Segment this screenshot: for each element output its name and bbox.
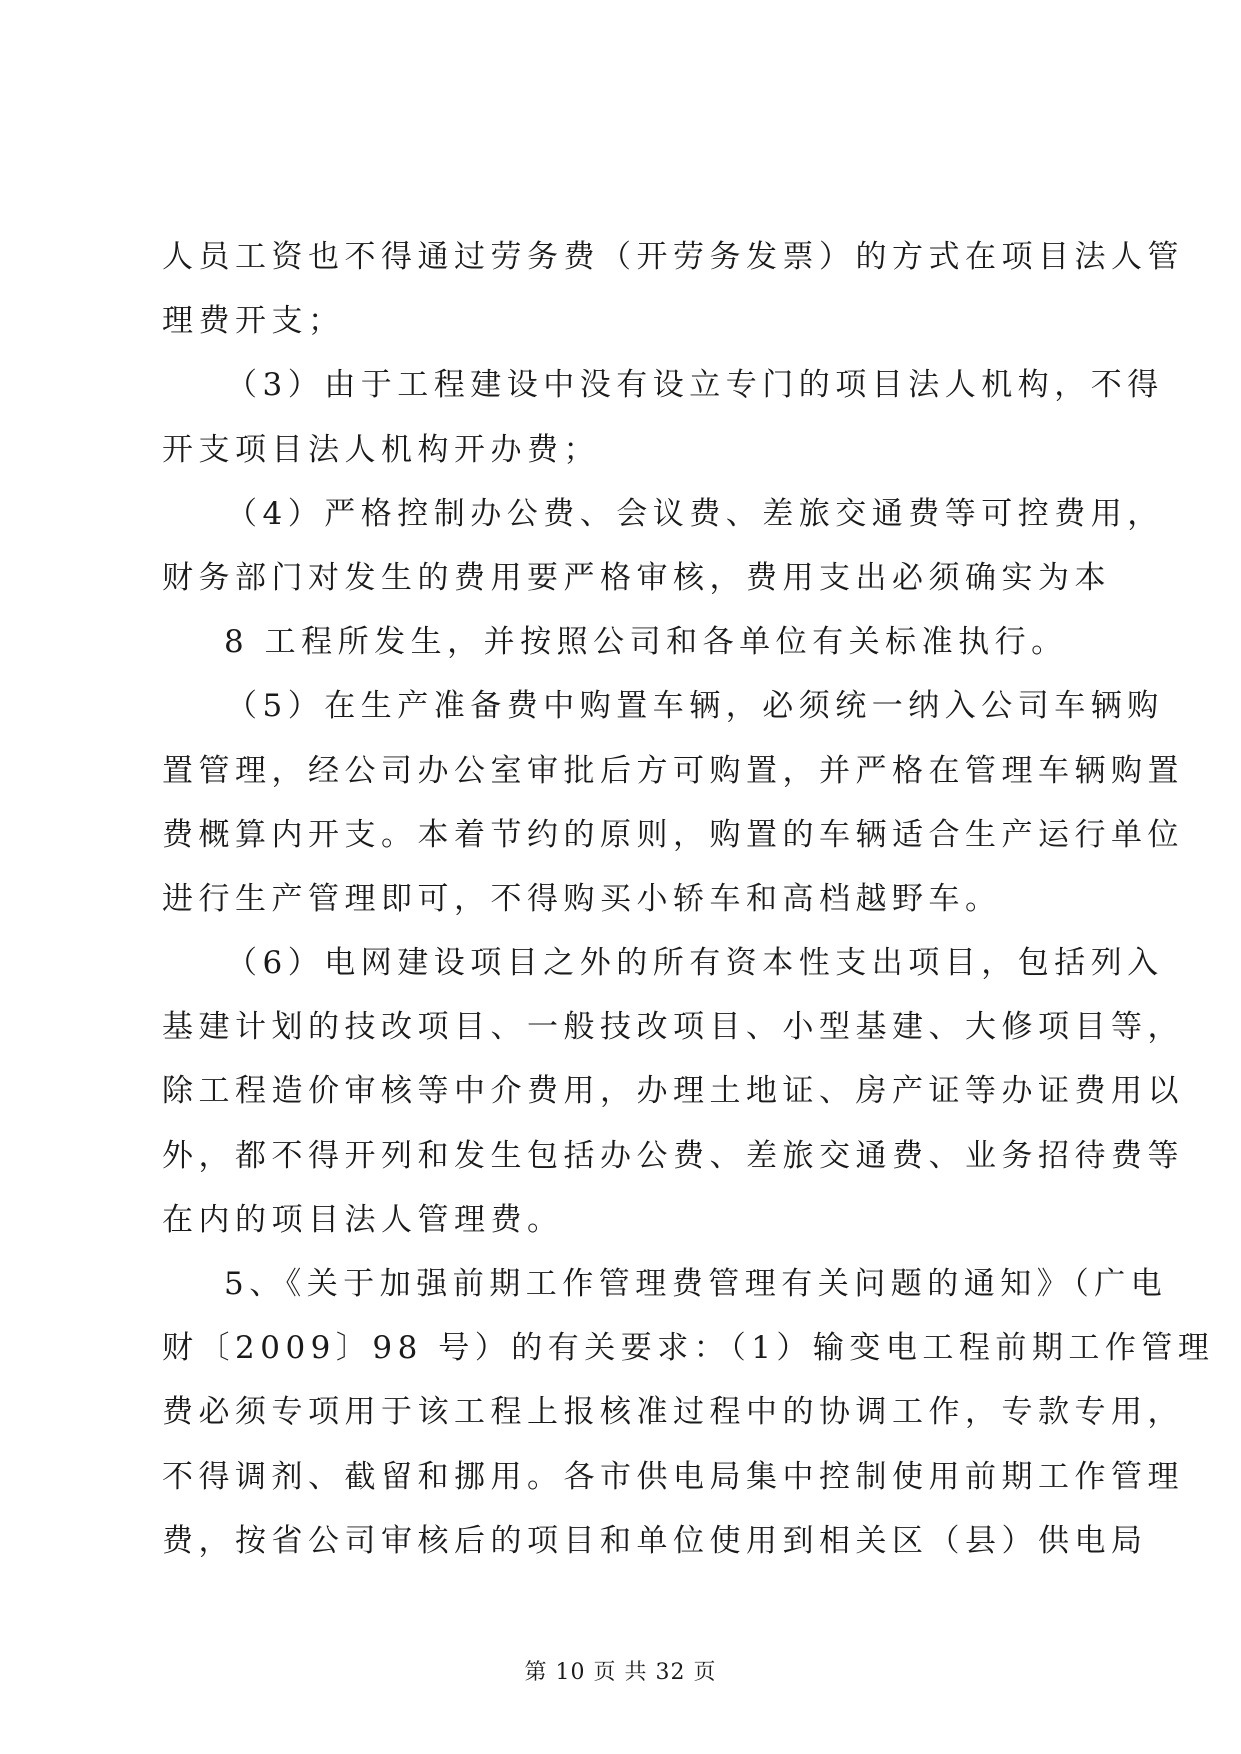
text-line: 费，按省公司审核后的项目和单位使用到相关区（县）供电局 — [162, 1522, 1148, 1559]
text-line: （3）由于工程建设中没有设立专门的项目法人机构，不得 — [226, 367, 1164, 404]
text-line: 开支项目法人机构开办费； — [162, 431, 600, 468]
text-line: （5）在生产准备费中购置车辆，必须统一纳入公司车辆购 — [226, 688, 1164, 725]
text-line: 进行生产管理即可，不得购买小轿车和高档越野车。 — [162, 880, 1002, 917]
text-line: 人员工资也不得通过劳务费（开劳务发票）的方式在项目法人管 — [162, 239, 1184, 275]
text-line: 5、《关于加强前期工作管理费管理有关问题的通知》（广电 — [224, 1266, 1168, 1302]
text-line: 理费开支； — [162, 303, 345, 340]
text-line: （4）严格控制办公费、会议费、差旅交通费等可控费用， — [226, 495, 1164, 532]
text-line: 不得调剂、截留和挪用。各市供电局集中控制使用前期工作管理 — [162, 1458, 1184, 1495]
text-line: 外，都不得开列和发生包括办公费、差旅交通费、业务招待费等 — [162, 1137, 1184, 1174]
page-number-footer: 第 10 页 共 32 页 — [524, 1660, 717, 1685]
text-line: 除工程造价审核等中介费用，办理土地证、房产证等办证费用以 — [162, 1073, 1184, 1110]
text-line: 财〔2009〕98 号）的有关要求：（1）输变电工程前期工作管理 — [162, 1330, 1215, 1367]
text-line: 在内的项目法人管理费。 — [162, 1201, 564, 1238]
text-line: 费必须专项用于该工程上报核准过程中的协调工作，专款专用， — [162, 1394, 1184, 1431]
text-line: 费概算内开支。本着节约的原则，购置的车辆适合生产运行单位 — [162, 816, 1184, 853]
text-line: 财务部门对发生的费用要严格审核，费用支出必须确实为本 — [162, 559, 1111, 596]
document-body — [162, 225, 1215, 1573]
text-line: （6）电网建设项目之外的所有资本性支出项目，包括列入 — [226, 945, 1164, 982]
text-line: 基建计划的技改项目、一般技改项目、小型基建、大修项目等， — [162, 1009, 1184, 1046]
text-line: 8 工程所发生，并按照公司和各单位有关标准执行。 — [224, 624, 1068, 661]
text-line: 置管理，经公司办公室审批后方可购置，并严格在管理车辆购置 — [162, 752, 1184, 789]
